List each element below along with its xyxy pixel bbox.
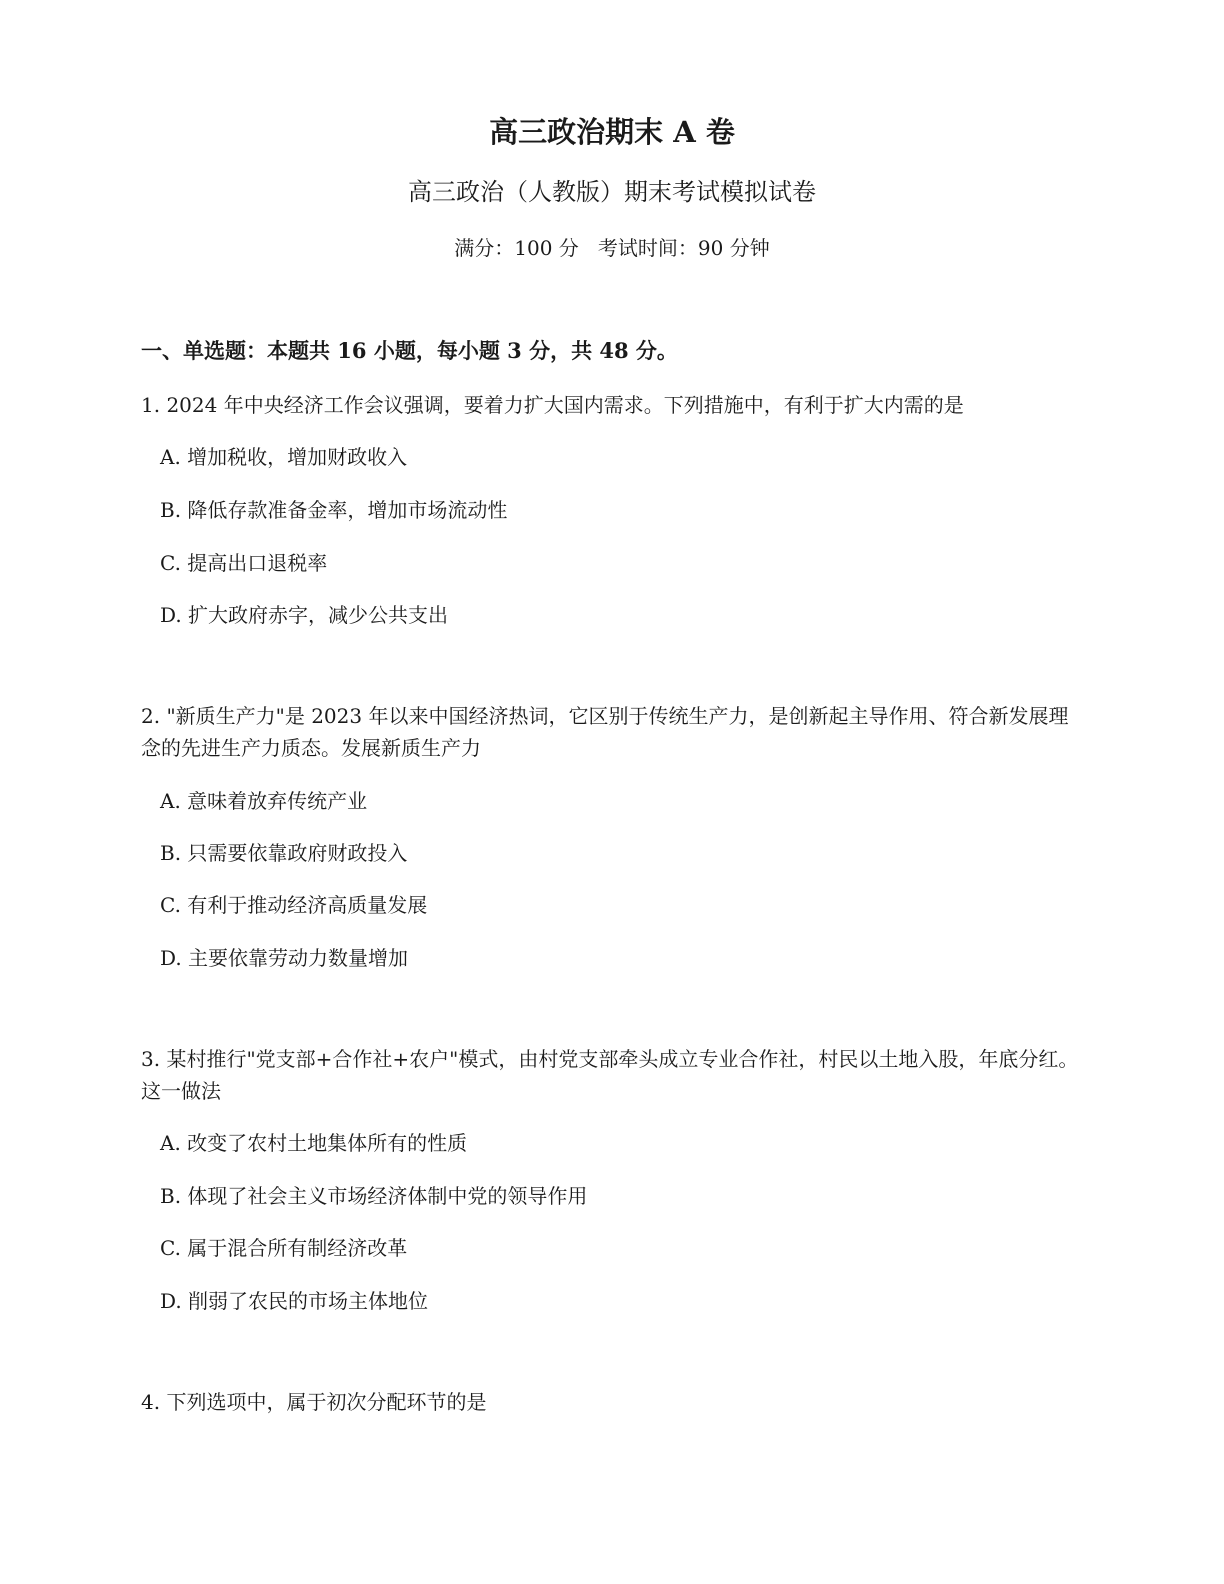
exam-subtitle: 高三政治（人教版）期末考试模拟试卷 xyxy=(408,178,816,206)
question-3-stem: 3. 某村推行"党支部+合作社+农户"模式，由村党支部牵头成立专业合作社，村民以土地入股，年底分红。这一做法 xyxy=(141,1047,1079,1103)
question-3-option-b: B. 体现了社会主义市场经济体制中党的领导作用 xyxy=(160,1184,588,1208)
question-1-option-d: D. 扩大政府赤字，减少公共支出 xyxy=(160,603,449,627)
question-1-stem: 1. 2024 年中央经济工作会议强调，要着力扩大国内需求。下列措施中，有利于扩大内需的是 xyxy=(141,393,964,417)
question-3-option-c: C. 属于混合所有制经济改革 xyxy=(160,1236,408,1260)
question-4-stem: 4. 下列选项中，属于初次分配环节的是 xyxy=(141,1390,487,1414)
exam-meta: 满分：100 分 考试时间：90 分钟 xyxy=(454,236,770,260)
question-1-option-c: C. 提高出口退税率 xyxy=(160,551,328,575)
exam-title: 高三政治期末 A 卷 xyxy=(489,115,735,149)
question-2-option-d: D. 主要依靠劳动力数量增加 xyxy=(160,946,409,970)
question-2-option-c: C. 有利于推动经济高质量发展 xyxy=(160,893,428,917)
question-1-option-a: A. 增加税收，增加财政收入 xyxy=(160,445,408,469)
question-2-option-b: B. 只需要依靠政府财政投入 xyxy=(160,841,408,865)
question-1-option-b: B. 降低存款准备金率，增加市场流动性 xyxy=(160,498,508,522)
question-3-option-d: D. 削弱了农民的市场主体地位 xyxy=(160,1289,429,1313)
section-heading: 一、单选题：本题共 16 小题，每小题 3 分，共 48 分。 xyxy=(141,338,678,363)
question-3-option-a: A. 改变了农村土地集体所有的性质 xyxy=(160,1131,468,1155)
question-2-option-a: A. 意味着放弃传统产业 xyxy=(160,789,368,813)
question-2-stem: 2. "新质生产力"是 2023 年以来中国经济热词，它区别于传统生产力，是创新起主导作用、符合新发展理念的先进生产力质态。发展新质生产力 xyxy=(141,704,1069,760)
